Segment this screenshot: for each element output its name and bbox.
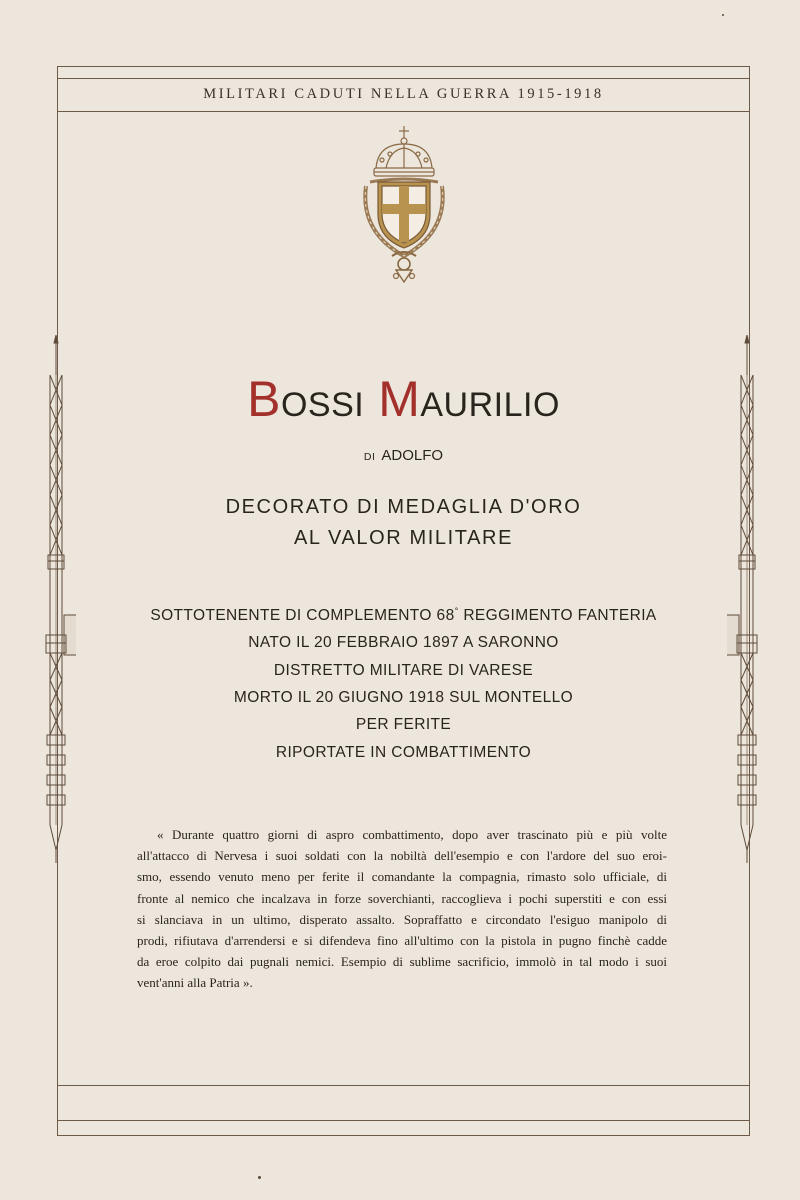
biography-block <box>57 598 750 766</box>
citation-line: smo, essendo venuto meno per ferite il comandante la compagnia, rimasto solo ufficiale, di <box>137 869 667 885</box>
header-title: MILITARI CADUTI NELLA GUERRA 1915-1918 <box>203 86 604 102</box>
given-initial: M <box>378 371 421 427</box>
bio-rank: SOTTOTENENTE DI COMPLEMENTO 68° REGGIMENTO FANTERIA <box>150 606 657 625</box>
person-name <box>57 370 750 428</box>
bio-cause-2: RIPORTATE IN COMBATTIMENTO <box>275 743 532 761</box>
footer-band <box>57 1085 750 1121</box>
paper-speck <box>722 14 724 16</box>
surname-rest: OSSI <box>280 386 365 424</box>
medal-citation <box>137 824 667 994</box>
savoy-crown-shield-icon <box>352 124 456 289</box>
bio-birth: NATO IL 20 FEBBRAIO 1897 A SARONNO <box>248 634 559 652</box>
citation-line: all'attacco di Nervesa i suoi soldati con la nobiltà dell'esempio e con l'ardore del suo eroi- <box>137 848 667 864</box>
citation-line: « Durante quattro giorni di aspro combattimento, dopo aver trascinato più e più volte <box>157 827 667 842</box>
father-line <box>57 447 750 464</box>
citation-line: vent'anni alla Patria ». <box>137 975 253 991</box>
citation-line: si slanciava in un ultimo, disperato assalto. Sopraffatto e circondato l'esiguo manipolo di <box>137 911 667 927</box>
citation-line: fronte al nemico che incalzava in forze soverchianti, raccoglieva i pochi superstiti e con essi <box>137 890 667 906</box>
bio-district: DISTRETTO MILITARE DI VARESE <box>273 661 534 679</box>
father-name: ADOLFO <box>381 447 444 464</box>
decoration-line-2: AL VALOR MILITARE <box>293 527 514 549</box>
paper-speck <box>258 1176 261 1179</box>
decoration-line-1: DECORATO DI MEDAGLIA D'ORO <box>225 496 582 518</box>
decoration-title <box>57 492 750 554</box>
bio-cause-1: PER FERITE <box>355 716 452 734</box>
surname-initial: B <box>247 371 281 427</box>
citation-line: prodi, rifiutava d'arrendersi e si difendeva fino all'ultimo con la pistola in pugno finchè cadde <box>137 933 667 949</box>
citation-line: da eroe colpito dai pugnali nemici. Esempio di sublime sacrificio, immolò in tal modo i suoi <box>137 954 667 970</box>
given-rest: AURILIO <box>420 386 560 424</box>
father-prefix: DI <box>363 451 376 463</box>
bio-death: MORTO IL 20 GIUGNO 1918 SUL MONTELLO <box>233 689 574 707</box>
